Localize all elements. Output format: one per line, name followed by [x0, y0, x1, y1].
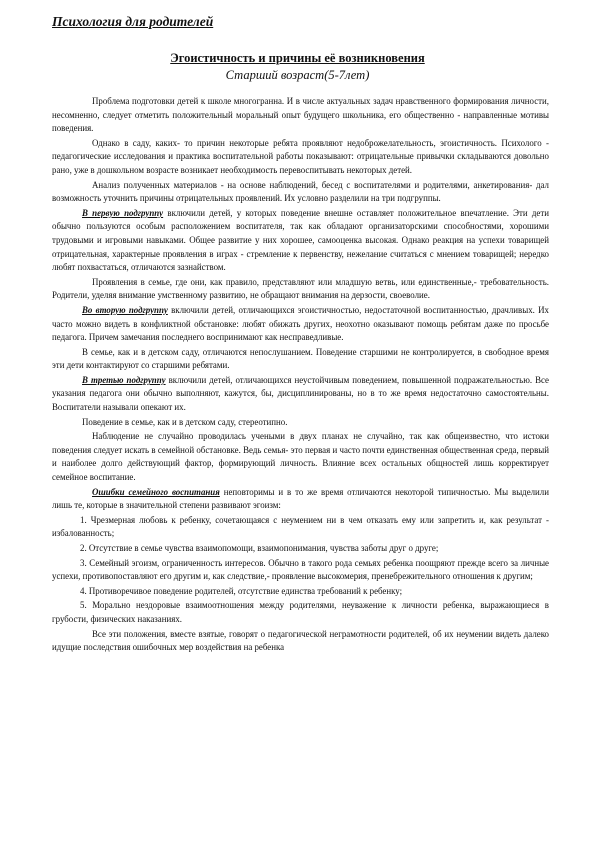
group1-text: включили детей, у которых поведение внешне оставляет положительное впечатление. Эти дети обычно пользуются особым расположением воспитателя, так как обладают организаторскими способностями, хорошими трудовыми и игровыми навыками. Общее развитие у них хорошее, самооценка высокая. Однако реакция на успехи товарищей отрицательная, характерные проявления в играх - стремление к первенству, нежелание считаться с мнением товарищей; нередко любят похвастаться, отличаются зазнайством.	[52, 207, 550, 273]
paragraph-final: Все эти положения, вместе взятые, говорят о педагогической неграмотности родителей, об их неумении видеть далеко идущие последствия ошибочных мер воздействия на ребенка	[52, 628, 549, 653]
paragraph-group2	[52, 304, 549, 345]
list-item: 3. Семейный эгоизм, ограниченность интересов. Обычно в такого рода семьях ребенка поощряют прежде всего за личные успехи, противопоставляют его другим и, как следствие,- проявление высокомерия, пренебрежительного отношения к другим;	[52, 557, 549, 582]
list-item: 1. Чрезмерная любовь к ребенку, сочетающаяся с неумением ни в чем отказать ему или запретить и, как результат - избалованность;	[52, 514, 549, 539]
errors-lead: Ошибки семейного воспитания	[92, 486, 220, 497]
paragraph-analysis: Анализ полученных материалов - на основе наблюдений, бесед с воспитателями и родителями, анкетирования- дал возможность уточнить причины отрицательных проявлений. Их условно разделили на три подгруппы.	[52, 179, 549, 204]
paragraph-conclusion: Наблюдение не случайно проводилась учеными в двух планах не случайно, так как общеизвестно, что истоки поведения следует искать в семейной обстановке. Ведь семья- это первая и часто почти единственная общественная среда, первый и наиболее долго действующий фактор, формирующий личность. Влияние всех остальных общностей лишь корректирует семейное воспитание.	[52, 431, 549, 483]
group3-text: включили детей, отличающихся неустойчивым поведением, повышенной подражательностью. Все указания педагога они обычно выполняют, кажутся, бы, дисциплинированы, но в то же время недостаточно самостоятельны. Воспитатели называли опекают их.	[52, 374, 549, 413]
paragraph-group2-family: В семье, как и в детском саду, отличаются непослушанием. Поведение старшими не контролируется, в свободное время эти дети контактируют со старшими ребятами.	[52, 346, 549, 371]
list-item: 4. Противоречивое поведение родителей, отсутствие единства требований к ребенку;	[80, 585, 403, 596]
group1-lead: В первую подгруппу	[82, 207, 164, 218]
paragraph-group1	[52, 207, 549, 275]
page-header-title: Психология для родителей	[52, 14, 214, 29]
group3-lead: В третью подгруппу	[82, 374, 166, 385]
paragraph-problem: Однако в саду, каких- то причин некоторые ребята проявляют недоброжелательность, эгоистичность. Психолого - педагогические исследования и практика воспитательной работы показывают: отрицательные привычки складываются довольно рано, уже в дошкольном возрасте возникает необходимость перевоспитывать некоторых детей.	[52, 137, 549, 175]
document-body	[52, 95, 549, 656]
list-item: 2. Отсутствие в семье чувства взаимопомощи, взаимопонимания, чувства заботы друг о друге;	[80, 543, 439, 553]
group2-text: включили детей, отличающихся эгоистичностью, недостаточной воспитанностью, драчливых. Их часто можно видеть в конфликтной обстановке: любят обижать других, неохотно оказывают помощь ребятам даже по просьбе педагога. Причем замечания последнего воспринимают как несправедливые.	[52, 304, 549, 343]
paragraph-errors	[52, 486, 549, 513]
paragraph-group3	[52, 374, 549, 415]
errors-text: неповторимы и в то же время отличаются некоторой типичностью. Мы выделили лишь те, которые в значительной степени развивают эгоизм:	[52, 486, 549, 511]
document-subtitle: Старший возраст(5-7лет)	[225, 68, 370, 82]
paragraph-group1-family: Проявления в семье, где они, как правило, представляют или младшую ветвь, или единственные,- требовательность. Родители, уделяя внимание умственному развитию, не обращают внимания на дерзости, своеволие.	[52, 276, 549, 301]
document-title: Эгоистичность и причины её возникновения	[170, 51, 425, 65]
paragraph-group3-family: Поведение в семье, как и в детском саду, стереотипно.	[82, 416, 288, 427]
list-item: 5. Морально нездоровые взаимоотношения между родителями, неуважение к личности ребенка, выражающиеся в грубости, физических наказаниях.	[52, 600, 549, 624]
paragraph-intro: Проблема подготовки детей к школе многогранна. И в числе актуальных задач нравственного формирования личности, несомненно, следует отметить положительный моральный опыт будущего школьника, его общественно - направленные мотивы поведения.	[52, 96, 549, 134]
group2-lead: Во вторую подгруппу	[82, 304, 168, 315]
